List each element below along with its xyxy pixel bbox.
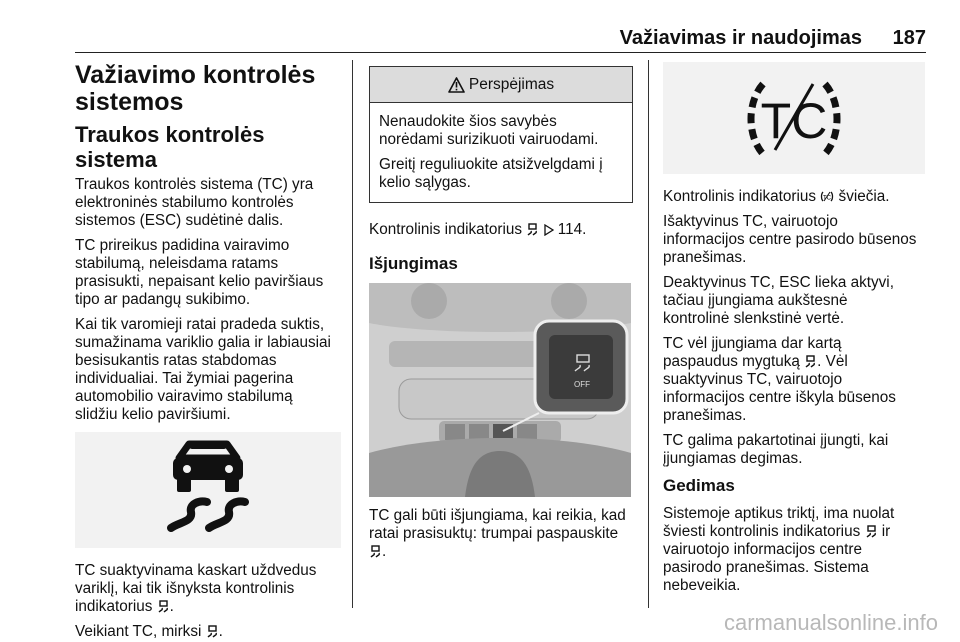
text: TC vėl įjungiama dar kartą paspaudus mygtuką: [663, 335, 842, 370]
traction-control-icon: [865, 525, 878, 538]
text: Kontrolinis indikatorius: [663, 188, 817, 205]
paragraph: Deaktyvinus TC, ESC lieka aktyvi, tačiau įjungiama aukštesnė kontrolinė slenkstinė vertė.: [663, 274, 894, 327]
paragraph: [75, 623, 343, 641]
subsection-heading: Išjungimas: [369, 254, 458, 273]
text: ir vairuotojo informacijos centre pasirodo pranešimas. Sistema nebeveikia.: [663, 523, 891, 594]
column-divider-left: [352, 60, 353, 608]
warning-header: [370, 67, 632, 103]
text: .: [218, 623, 223, 640]
text: . Vėl suaktyvinus TC, vairuotojo informacijos centre iškyla būsenos pranešimas.: [663, 353, 896, 424]
off-label: OFF: [574, 380, 590, 389]
console-button-photo: [369, 283, 631, 497]
left-column: [75, 62, 343, 642]
tc-off-button-icon: [571, 353, 595, 373]
skidding-car-icon: [75, 432, 341, 548]
text: TC gali būti išjungiama, kai reikia, kad ratai prasisuktų: trumpai paspauskite: [369, 507, 626, 542]
paragraph: TC prireikus padidina vairavimo stabilumą, neleisdama ratams prasisukti, nepaisant kelio paviršiaus tipo ar padangų sukibimo.: [75, 237, 324, 308]
paragraph: Traukos kontrolės sistema (TC) yra elektroninės stabilumo kontrolės sistemos (ESC) sudėtinė dalis.: [75, 176, 314, 229]
text: Kontrolinis indikatorius: [369, 221, 523, 238]
right-column: [663, 62, 927, 602]
text: Veikiant TC, mirksi: [75, 623, 202, 640]
paragraph: [663, 505, 927, 595]
cross-reference: [369, 221, 633, 239]
paragraph: TC galima pakartotinai įjungti, kai įjungiamas degimas.: [663, 432, 889, 467]
header-rule: [75, 52, 926, 53]
paragraph: Kai tik varomieji ratai pradeda suktis, sumažinama variklio galia ir labiausiai besisukantis ratas stabdomas individualiai. Tai žymiai pagerina automobilio vairavimo stabilumą slidžiu kelio paviršiumi.: [75, 316, 331, 423]
tc-warning-lamp-icon: [663, 62, 925, 174]
svg-text:TC: TC: [823, 195, 832, 202]
watermark: carmanualsonline.info: [723, 610, 938, 635]
traction-control-icon: [206, 625, 219, 638]
warning-title: Perspėjimas: [468, 75, 555, 93]
section-title: Važiavimo kontrolės sistemos: [75, 61, 316, 116]
column-divider-right: [648, 60, 649, 608]
text: TC suaktyvinama kaskart uždvedus variklį, kai tik išnyksta kontrolinis indikatorius: [75, 562, 317, 615]
tc-lamp-figure: [663, 62, 925, 174]
paragraph: Nenaudokite šios savybės norėdami surizikuoti vairuodami.: [379, 113, 599, 148]
warning-body: [370, 103, 632, 202]
text: 114.: [557, 221, 587, 238]
tc-indicator-figure: [75, 432, 341, 548]
text: šviečia.: [838, 188, 890, 205]
center-console-image: [369, 283, 631, 497]
traction-control-icon: [369, 545, 382, 558]
paragraph: Išaktyvinus TC, vairuotojo informacijos centre pasirodo būsenos pranešimas.: [663, 213, 917, 266]
page-reference-arrow-icon: [544, 224, 554, 236]
running-header-title: Važiavimas ir naudojimas: [619, 27, 862, 49]
paragraph: Greitį reguliuokite atsižvelgdami į kelio sąlygas.: [379, 156, 603, 191]
paragraph: [663, 335, 927, 425]
traction-control-icon: [804, 355, 817, 368]
paragraph: [663, 188, 927, 206]
text: .: [382, 543, 387, 560]
middle-column: [369, 66, 633, 568]
subsection-title: Traukos kontrolės sistema: [75, 122, 265, 172]
figure-caption: [369, 507, 633, 561]
traction-control-icon: [526, 223, 539, 236]
page-number: 187: [892, 27, 926, 49]
warning-box: [369, 66, 633, 203]
subsection-heading: Gedimas: [663, 476, 735, 495]
traction-control-icon: [157, 600, 170, 613]
svg-text:TC: TC: [760, 93, 828, 149]
text: Sistemoje aptikus triktį, ima nuolat šviesti kontrolinis indikatorius: [663, 505, 895, 540]
tc-off-indicator-icon: [820, 190, 834, 203]
text: .: [169, 598, 174, 615]
warning-triangle-icon: [448, 77, 465, 93]
paragraph: [75, 562, 343, 616]
